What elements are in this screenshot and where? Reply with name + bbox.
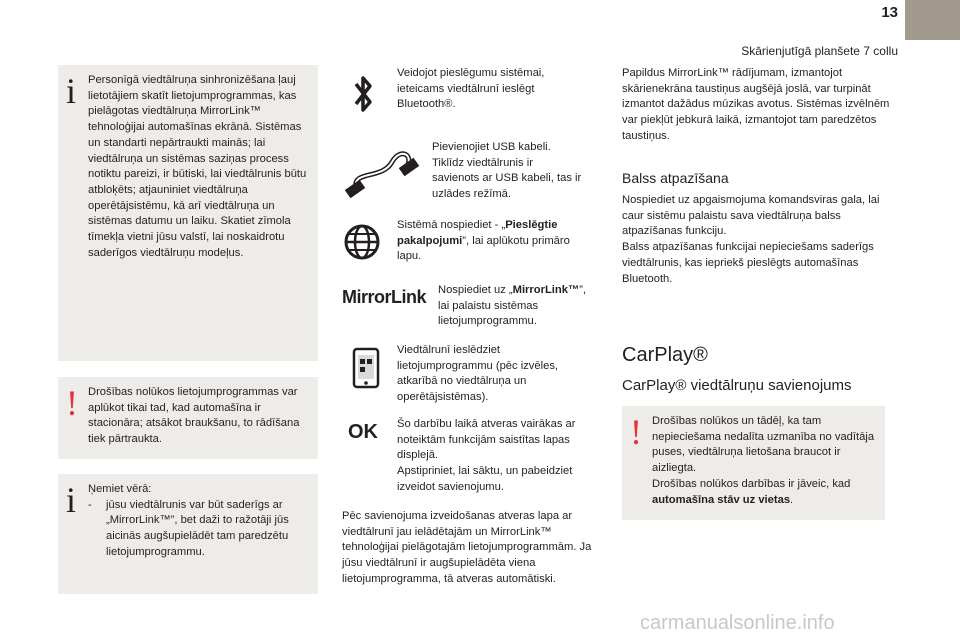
smartphone-icon	[352, 347, 402, 394]
voice-text: Nospiediet uz apgaismojuma komandsviras gala, lai caur sistēmu palaistu sava viedtālruņa balss atpazīšanas funkciju. Balss atpazīšanas funkcijai nepieciešams saderīgs viedtālrunis, kas iepriekš pieslēgts automašīnas Bluetooth.	[622, 194, 880, 285]
step-bluetooth-text: Veidojot pieslēgumu sistēmai, ieteicams viedtālrunī ieslēgt Bluetooth®.	[397, 67, 545, 111]
note-item: jūsu viedtālrunis var būt saderīgs ar „MirrorLink™”, bet daži to ražotāji jūs aicinās augšupielādēt tam paredzētu lietojumprogrammu.	[106, 498, 289, 558]
warning-icon: !	[66, 383, 78, 423]
carplay-subtitle: CarPlay® viedtālruņu savienojums	[622, 377, 852, 394]
step-connected-services-text: Sistēmā nospiediet - „Pieslēgtie pakalpojumi”, lai aplūkotu primāro lapu.	[397, 219, 570, 263]
warning-box-carplay	[622, 406, 885, 520]
mirrorlink-logo: MirrorLink	[342, 287, 427, 307]
page-tab	[905, 0, 960, 40]
step-usb-text: Pievienojiet USB kabeli. Tiklīdz viedtālrunis ir savienots ar USB kabeli, tas ir uzlādes režīmā.	[432, 141, 582, 201]
step-phone-app-text: Viedtālrunī ieslēdziet lietojumprogrammu (pēc izvēles, atkarībā no viedtālruņa un operētājsistēmas).	[397, 344, 559, 404]
step-connected-services	[342, 218, 612, 278]
info-icon: i	[66, 71, 77, 111]
step-phone-app	[342, 343, 612, 407]
step-ok	[342, 417, 612, 497]
ok-icon: OK	[348, 421, 378, 443]
connected-services-icon	[342, 222, 392, 267]
info-text: Personīgā viedtālruņa sinhronizēšana ļauj lietotājiem skatīt lietojumprogrammas, kas pielāgotas viedtālruņa MirrorLink™ tehnoloģijai automašīnas ekrānā. Sistēmas un standarti nepārtraukti mainās; lai viedtālruņa un sistēmas saziņas process notiktu pareizi, ir būtiski, lai viedtālrunis būtu atbloķēts; atjauniniet viedtālruņa operētājsistēmu, kā arī viedtālruņa un sistēmas datumu un laiku. Skatiet zīmola tīmekļa vietni jūsu valstī, lai noskaidrotu saderīgos viedtālruņu modeļus.	[88, 74, 307, 259]
info-box-note	[58, 474, 318, 594]
warning-text: Drošības nolūkos lietojumprogrammas var aplūkot tikai tad, kad automašīna ir stacionāra; atsākot braukšanu, to rādīšana tiek pārtraukta.	[88, 386, 300, 446]
after-connection-text: Pēc savienojuma izveidošanas atveras lapa ar viedtālrunī jau ielādētajām un MirrorLink™ tehnoloģijai pielāgotajām lietojumprogrammām. Ja jūsu viedtālrunī ir augšupielādēta viena lietojumprogramma, tā atveras automātiski.	[342, 510, 592, 585]
watermark: carmanualsonline.info	[640, 612, 835, 634]
warning-box-apps	[58, 377, 318, 459]
note-title: Ņemiet vērā:	[88, 483, 152, 495]
step-mirrorlink-text: Nospiediet uz „MirrorLink™”, lai palaistu sistēmas lietojumprogrammu.	[438, 284, 586, 328]
step-bluetooth	[342, 66, 612, 126]
carplay-warning-text: Drošības nolūkos un tādēļ, ka tam nepieciešama nedalīta uzmanība no vadītāja puses, viedtālruņa lietošana braucot ir aizliegta. Drošības nolūkos darbības ir jāveic, kad automašīna stāv uz vietas.	[652, 415, 875, 506]
warning-icon: !	[630, 412, 642, 452]
voice-title: Balss atpazīšana	[622, 170, 729, 186]
note-dash: -	[88, 498, 92, 511]
carplay-title: CarPlay®	[622, 344, 708, 366]
bluetooth-icon	[348, 72, 398, 121]
info-icon: i	[66, 480, 77, 520]
info-box-mirrorlink	[58, 65, 318, 361]
step-mirrorlink	[342, 283, 612, 333]
page-header: Skārienjutīgā planšete 7 collu	[741, 44, 898, 58]
usb-cable-icon	[342, 140, 392, 207]
page-number: 13	[881, 4, 898, 21]
step-usb	[342, 140, 612, 210]
step-ok-text: Šo darbību laikā atveras vairākas ar noteiktām funkcijām saistītas lapas displejā. Apstipriniet, lai sāktu, un pabeidziet izveidot savienojumu.	[397, 418, 576, 493]
mirrorlink-intro: Papildus MirrorLink™ rādījumam, izmantojot skārienekrāna taustiņus augšējā joslā, var turpināt izmantot dažādus mūzikas avotus. Sistēmas izvēlnēm var piekļūt jebkurā laikā, izmantojot tam paredzētos taustiņus.	[622, 67, 890, 142]
